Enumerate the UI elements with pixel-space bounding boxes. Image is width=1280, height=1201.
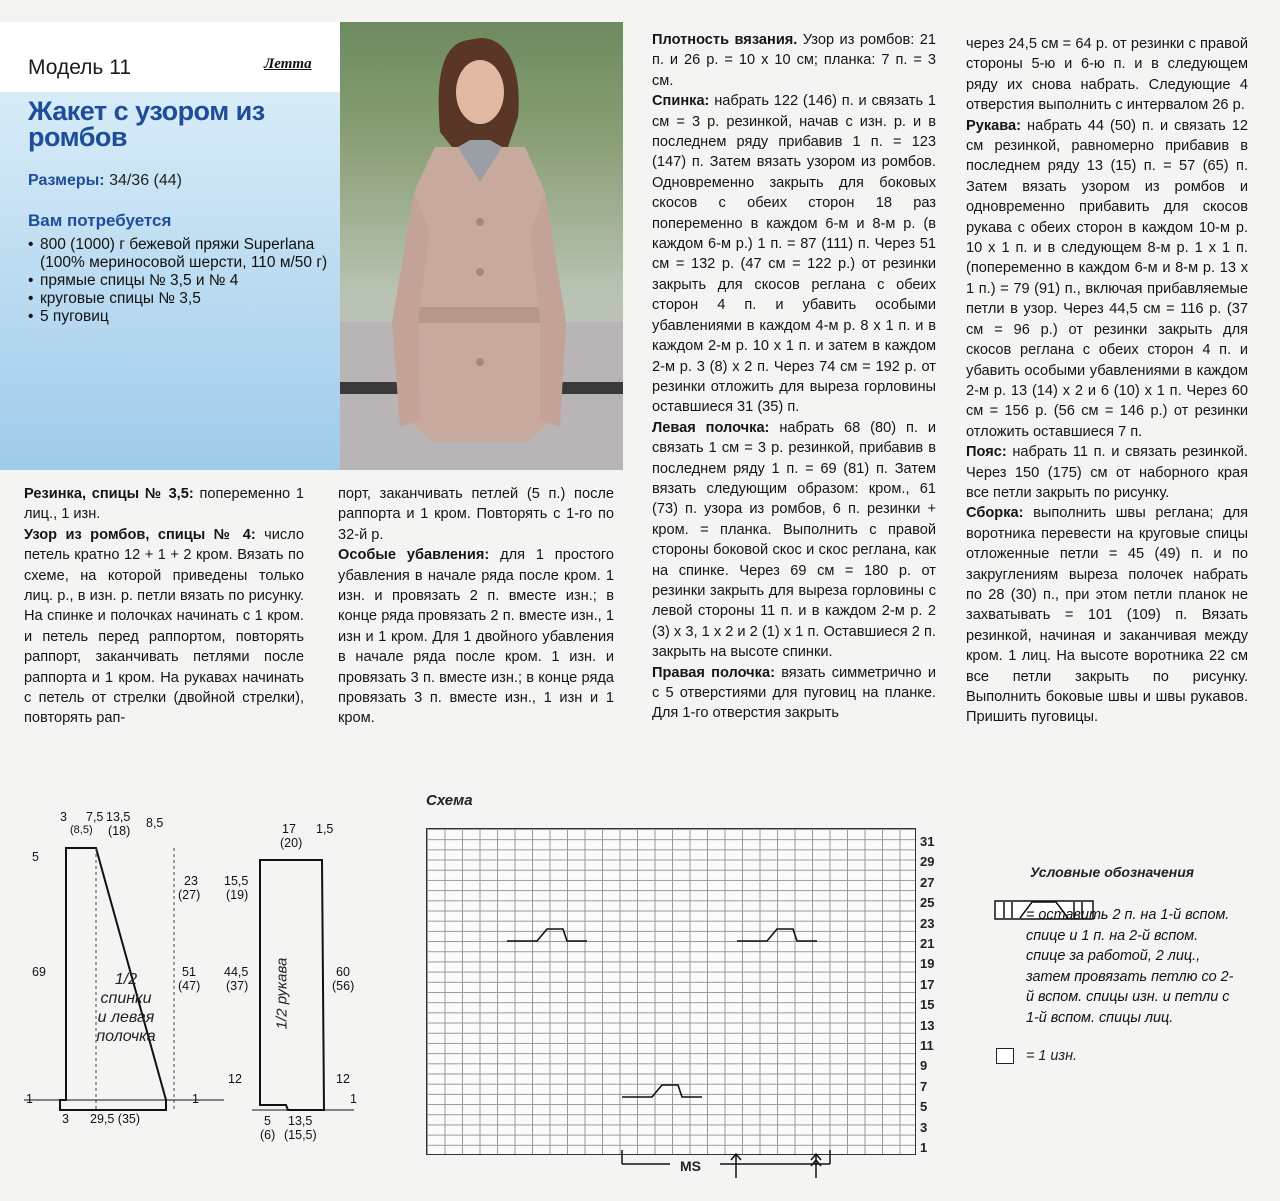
row-number: 27: [920, 874, 935, 890]
sizes: [28, 172, 182, 190]
dim-label: 13,5: [288, 1114, 313, 1128]
model-photo-illustration: [340, 22, 623, 470]
paragraph-text: число петель кратно 12 + 1 + 2 кром. Вязать по схеме, на которой приведены только лиц. р., в изн. р. петли вязать по рисунку. На спинке и полочках начинать с 1 кром. и петель перед раппортом, повторять раппорт, заканчивать петлями после раппорта и 1 кром. На рукавах начинать с петель от стрелки (двойной стрелки), повторять рап-: [24, 526, 304, 727]
dim-label: 12: [228, 1072, 242, 1086]
model-label: Модель 11: [28, 56, 132, 79]
row-number: 13: [920, 1017, 935, 1033]
dim-label: (20): [280, 836, 303, 850]
row-numbers: [920, 832, 944, 1159]
dim-label: 12: [336, 1072, 350, 1086]
dim-label: 69: [32, 965, 46, 979]
body-label-line: 1/2: [114, 971, 138, 988]
dim-label: 3: [62, 1112, 69, 1126]
text-column-3: [652, 30, 936, 724]
dim-label: 13,5: [106, 810, 131, 824]
legend-title: Условные обозначения: [1030, 864, 1195, 880]
dim-label: 1: [192, 1092, 199, 1106]
dim-label: 7,5: [86, 810, 104, 824]
dim-label: 3: [60, 810, 67, 824]
dim-label: (18): [108, 824, 131, 838]
paragraph-text: вязать симметрично и с 5 отверстиями для пуговиц на планке. Для 1-го отверстия закрыть: [652, 664, 936, 722]
paragraph-label: Сборка:: [966, 505, 1024, 522]
paragraph-continuation: [338, 484, 614, 545]
paragraph-text: набрать 68 (80) п. и связать 1 см = 3 р. резинкой, прибавив в последнем ряду 1 п. = 69 (81) п. Затем вязать следующим образом: кром., 61 (73) п. узора из ромбов, 6 п. резинки + кром. = планка. Выполнить с правой стороны боковой скос и скос реглана, как на спинке. Через 69 см = 180 р. от резинки закрыть для выреза горловины с левой стороны 11 п. и в каждом 2-м р. 2 (3) х 3, 1 х 2 и 2 (1) х 1 п. Оставшиеся 2 п. закрыть на высоте спинки.: [652, 419, 936, 661]
paragraph-text: попеременно 1 лиц., 1 изн.: [24, 486, 304, 523]
row-number: 23: [920, 915, 935, 931]
dim-label: 15,5: [224, 874, 249, 888]
page-title: Жакет с узором из ромбов: [28, 96, 265, 152]
dim-label: 29,5 (35): [90, 1112, 141, 1126]
body-label-line: и левая: [97, 1009, 155, 1026]
dim-label: (15,5): [284, 1128, 317, 1142]
sleeve-piece-label: 1/2 рукава: [273, 957, 291, 1030]
row-number: 19: [920, 956, 935, 972]
paragraph-text: набрать 11 п. и связать резинкой. Через 150 (175) см от наборного края все петли закрыть по рисунку.: [966, 444, 1248, 501]
paragraph-back: [652, 91, 936, 418]
paragraph-text: через 24,5 см = 64 р. от резинки с правой стороны 5-ю и 6-ю п. и в следующем ряду их снова набрать. Следующие 4 отверстия выполнить с интервалом 26 р.: [966, 36, 1248, 114]
row-number: 9: [920, 1058, 928, 1074]
row-number: 15: [920, 997, 935, 1013]
paragraph-right-front: [652, 663, 936, 724]
body-label-line: полочка: [96, 1028, 156, 1045]
body-label-line: спинки: [100, 990, 152, 1007]
paragraph-decreases: [338, 545, 614, 729]
stitch-chart-grid: [426, 828, 916, 1155]
paragraph-text: выполнить швы реглана; для воротника перевести на круговые спицы отложенные петли = 45 (49) п. и по закруглениям выреза полочек набрать по 28 (30) п., при этом петли планок не захватывать = 101 (109) п. Вязать резинкой, начиная и заканчивая между кром. 1 лиц. На высоте воротника 22 см все петли закрыть по рисунку. Выполнить боковые швы и швы рукавов. Пришить пуговицы.: [966, 505, 1248, 726]
dim-label: 17: [282, 822, 296, 836]
pattern-schematic: [24, 810, 364, 1155]
paragraph-text: набрать 122 (146) п. и связать 1 см = 3 р. резинкой, начав с изн. р. и в последнем ряду прибавив 1 п. = 123 (147) п. Затем вязать узором из ромбов. Одновременно закрыть для боковых скосов с обеих сторон 18 раз попеременно в каждом 6-м и 8-м р. (в каждом 6-м р.) 1 п. = 87 (111) п. Через 51 см = 132 р. (47 см = 122 р.) от резинки закрыть для скосов реглана с обеих сторон 4 п. и убавить особыми убавлениями в каждом 4-м р. 8 х 1 п. и в каждом 2-м р. 10 х 1 п. и затем в каждом 2-м р. 3 (8) х 2 п. Через 74 см = 192 р. от резинки отложить для выреза горловины оставшиеся 31 (35) п.: [652, 93, 936, 416]
text-column-2: [338, 484, 614, 729]
row-number: 17: [920, 976, 935, 992]
paragraph-assembly: [966, 503, 1248, 727]
purl-symbol-icon: [996, 1048, 1014, 1064]
materials-list: [28, 236, 328, 326]
dim-label: 5: [32, 850, 39, 864]
text-column-1: [24, 484, 304, 729]
paragraph-label: Пояс:: [966, 444, 1007, 461]
sizes-value: 34/36 (44): [109, 172, 182, 189]
dim-label: 5: [264, 1114, 271, 1128]
row-number: 7: [920, 1078, 928, 1094]
row-number: 1: [920, 1140, 928, 1156]
list-item: • 5 пуговиц: [28, 308, 328, 326]
dim-label: (19): [226, 888, 249, 902]
paragraph-text: Узор из ромбов: 21 п. и 26 р. = 10 х 10 см; планка: 7 п. = 3 см.: [652, 32, 936, 89]
dim-label: (47): [178, 979, 201, 993]
body-piece-label: [86, 970, 166, 1046]
stitch-symbols: [427, 829, 917, 1156]
model-photo: [340, 22, 623, 470]
paragraph-left-front: [652, 418, 936, 663]
paragraph-text: набрать 44 (50) п. и связать 12 см резинкой, равномерно прибавив в последнем ряду 13 (15) п. = 57 (65) п. Затем вязать узором из ромбов и одновременно прибавить для скосов рукава с обеих сторон в каждом 10-м р. 10 х 1 п. и в следующем 8-м р. 1 х 1 п. (попеременно в каждом 6-м и 8-м р. 13 х 1 п.) = 79 (91) п., включая прибавляемые петли в узор. Через 44,5 см = 116 р. (37 см = 96 р.) от резинки закрыть для скосов реглана с обеих сторон 4 п. и убавить особыми убавлениями в каждом 2-м р. 13 (14) х 2 и 6 (10) х 1 п. Через 60 см = 156 р. (56 см = 146 р.) от резинки отложить оставшиеся 7 п.: [966, 117, 1248, 440]
dim-label: (37): [226, 979, 249, 993]
paragraph-diamond-pattern: [24, 525, 304, 729]
chart-label: Схема: [426, 792, 473, 809]
list-item: • круговые спицы № 3,5: [28, 290, 328, 308]
paragraph-gauge: [652, 30, 936, 91]
dim-label: (56): [332, 979, 355, 993]
paragraph-text: для 1 простого убавления в начале ряда после кром. 1 изн. и провязать 2 п. вместе изн.; в конце ряда провязать 2 п. вместе изн., 1 изн и 1 кром. Для 1 двойного убавления в начале ряда после кром. 1 изн. и провязать 3 п. вместе изн.; в конце ряда провязать 3 п. вместе изн., 1 изн и 1 кром.: [338, 547, 614, 727]
paragraph-sleeves: [966, 116, 1248, 443]
paragraph-text: порт, заканчивать петлей (5 п.) после раппорта и 1 кром. Повторять с 1-го по 32-й р.: [338, 486, 614, 543]
materials-heading: Вам потребуется: [28, 211, 172, 230]
repeat-bracket: [620, 1150, 840, 1180]
watermark: Летта: [264, 56, 312, 72]
legend-purl-text: = 1 изн.: [1026, 1048, 1078, 1064]
paragraph-label: Рукава:: [966, 117, 1022, 134]
row-number: 3: [920, 1119, 928, 1135]
paragraph-label: Узор из ромбов, спицы № 4:: [24, 526, 256, 543]
ms-label: MS: [680, 1158, 701, 1174]
row-number: 5: [920, 1099, 928, 1115]
dim-label: 23: [184, 874, 198, 888]
dim-label: 8,5: [146, 816, 164, 830]
row-number: 21: [920, 936, 935, 952]
paragraph-label: Особые убавления:: [338, 547, 490, 564]
paragraph-label: Левая полочка:: [652, 419, 770, 436]
dim-label: (27): [178, 888, 201, 902]
paragraph-label: Спинка:: [652, 93, 710, 110]
paragraph-belt: [966, 442, 1248, 503]
dim-label: (6): [260, 1128, 276, 1142]
sizes-label: Размеры:: [28, 172, 105, 189]
paragraph-continuation: [966, 34, 1248, 116]
paragraph-label: Правая полочка:: [652, 664, 775, 681]
list-item: • 800 (1000) г бежевой пряжи Superlana (100% мериносовой шерсти, 110 м/50 г): [28, 236, 328, 272]
dim-label: (8,5): [70, 824, 93, 836]
row-number: 29: [920, 854, 935, 870]
dim-label: 1: [350, 1092, 357, 1106]
dim-label: 60: [336, 965, 350, 979]
row-number: 25: [920, 895, 935, 911]
paragraph-label: Резинка, спицы № 3,5:: [24, 486, 194, 502]
paragraph-label: Плотность вязания.: [652, 32, 798, 48]
text-column-4: [966, 34, 1248, 728]
dim-label: 51: [182, 965, 196, 979]
row-number: 11: [920, 1038, 934, 1054]
legend-cable-text: = оставить 2 п. на 1-й вспом. спице и 1 п. на 2-й вспом. спице за работой, 2 лиц., затем провязать петлю со 2-й вспом. спицы изн. и петли с 1-й вспом. спицы лиц.: [1026, 907, 1234, 1026]
dim-label: 1: [26, 1092, 33, 1106]
paragraph-ribbing: [24, 484, 304, 525]
row-number: 31: [920, 834, 935, 849]
dim-label: 44,5: [224, 965, 249, 979]
list-item: • прямые спицы № 3,5 и № 4: [28, 272, 328, 290]
dim-label: 1,5: [316, 822, 334, 836]
